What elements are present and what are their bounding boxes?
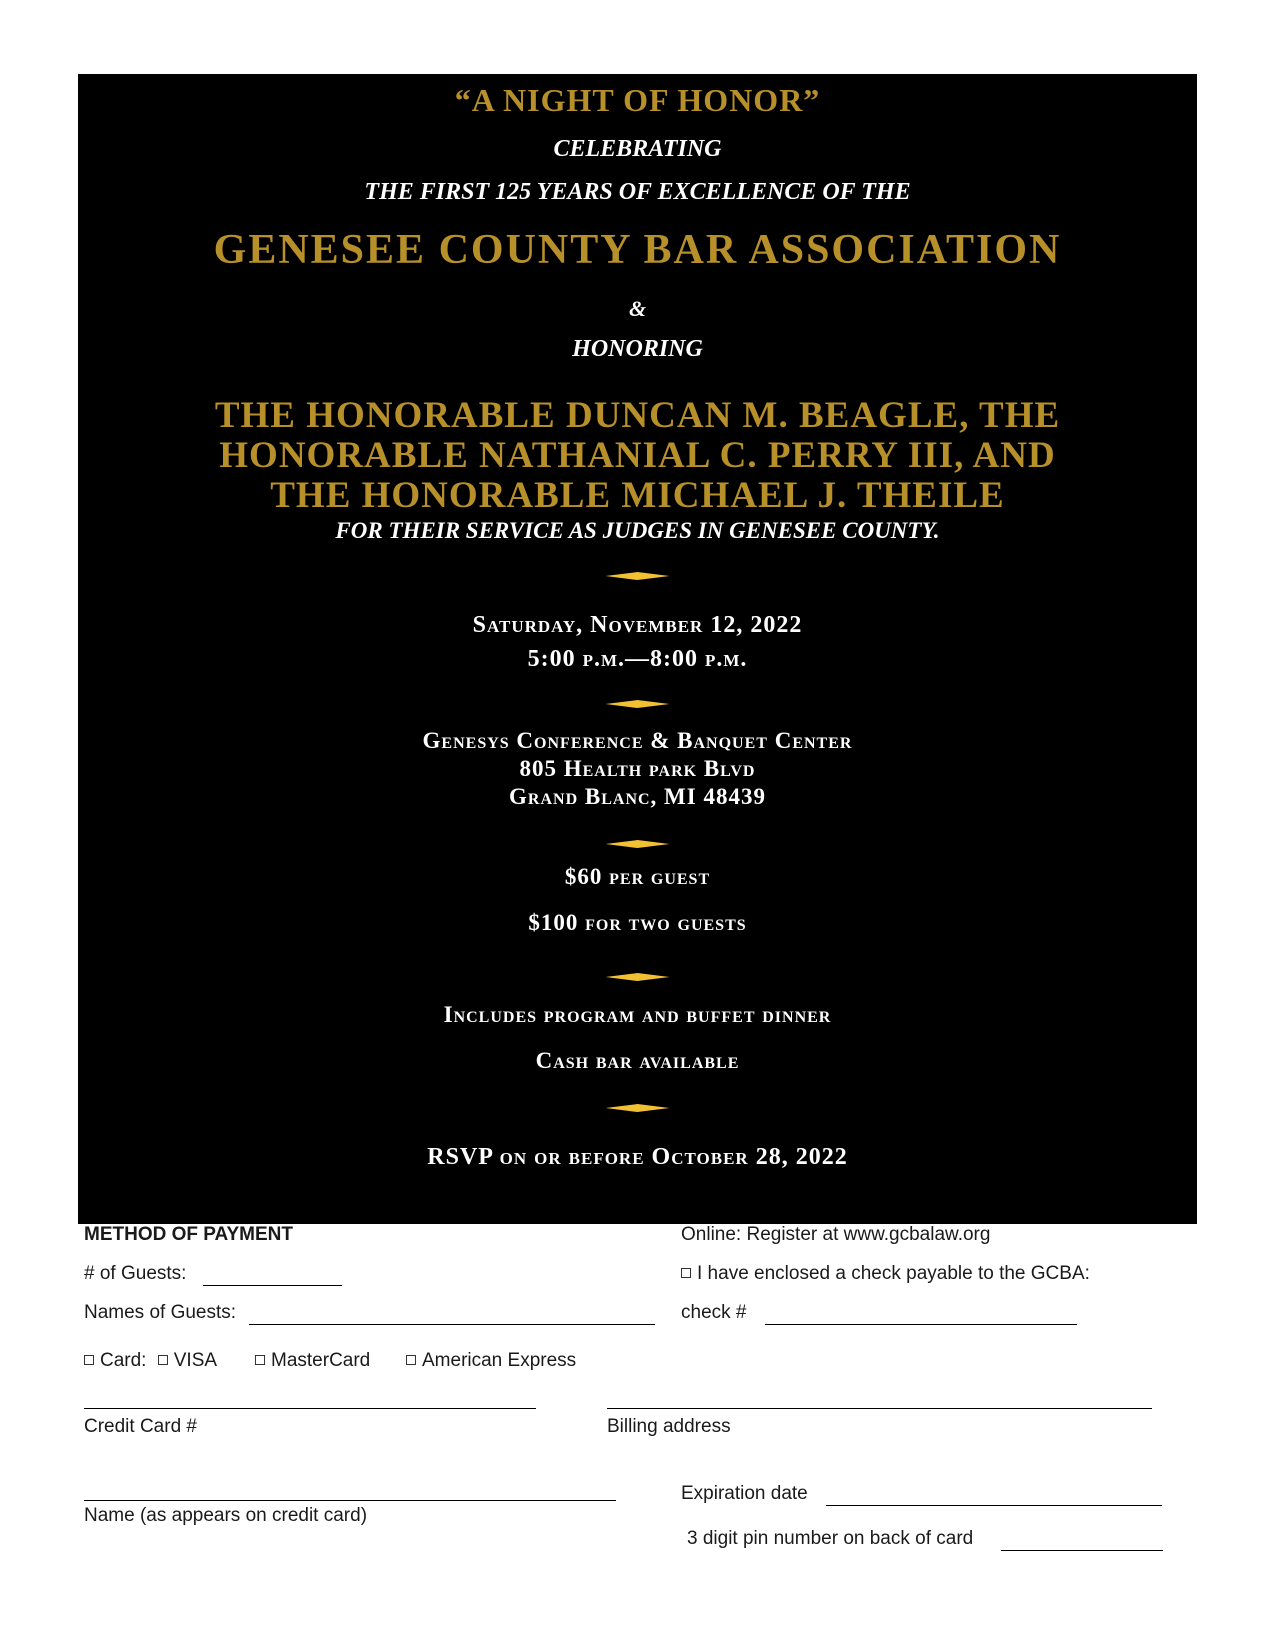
amex-label: American Express xyxy=(422,1350,577,1371)
name-on-card-label: Name (as appears on credit card) xyxy=(84,1505,368,1526)
check-checkbox[interactable] xyxy=(681,1268,691,1278)
credit-card-label: Credit Card # xyxy=(84,1416,197,1437)
check-number-field[interactable] xyxy=(765,1324,1077,1325)
honoree-line-2: HONORABLE NATHANIAL C. PERRY III, AND xyxy=(219,435,1056,476)
divider-diamond xyxy=(606,840,670,848)
venue-address: 805 Health park Blvd xyxy=(519,756,756,781)
visa-label: VISA xyxy=(173,1350,218,1371)
credit-card-field[interactable] xyxy=(84,1408,536,1409)
cash-bar-text: Cash bar available xyxy=(535,1048,740,1073)
association-name: GENESEE COUNTY BAR ASSOCIATION xyxy=(213,227,1062,273)
venue-city: Grand Blanc, MI 48439 xyxy=(509,784,766,809)
rsvp-text: RSVP on or before October 28, 2022 xyxy=(427,1144,848,1170)
name-on-card-field[interactable] xyxy=(84,1500,616,1501)
check-enclosed-option xyxy=(681,1263,1090,1285)
celebrating-text: CELEBRATING xyxy=(553,136,722,162)
mastercard-option xyxy=(255,1350,370,1372)
amex-option xyxy=(406,1350,576,1372)
card-checkbox[interactable] xyxy=(84,1355,94,1365)
price-single: $60 per guest xyxy=(564,864,711,889)
honoring-text: HONORING xyxy=(572,336,703,362)
billing-address-label: Billing address xyxy=(607,1416,731,1437)
honoree-line-1: THE HONORABLE DUNCAN M. BEAGLE, THE xyxy=(214,395,1061,436)
pin-field[interactable] xyxy=(1001,1550,1163,1551)
amex-checkbox[interactable] xyxy=(406,1355,416,1365)
card-options xyxy=(84,1350,217,1372)
service-text: FOR THEIR SERVICE AS JUDGES IN GENESEE COUNTY. xyxy=(335,518,940,543)
names-field[interactable] xyxy=(249,1324,655,1325)
venue-name: Genesys Conference & Banquet Center xyxy=(422,728,853,753)
event-date: Saturday, November 12, 2022 xyxy=(472,612,803,638)
ampersand-text: & xyxy=(628,296,647,321)
divider-diamond xyxy=(606,700,670,708)
expiration-label: Expiration date xyxy=(681,1483,808,1504)
event-banner xyxy=(78,74,1197,1224)
check-enclosed-label: I have enclosed a check payable to the GCBA: xyxy=(697,1263,1090,1284)
payment-heading: METHOD OF PAYMENT xyxy=(84,1224,294,1245)
pin-label: 3 digit pin number on back of card xyxy=(687,1528,974,1549)
anniversary-text: THE FIRST 125 YEARS OF EXCELLENCE OF THE xyxy=(364,179,911,205)
billing-address-field[interactable] xyxy=(607,1408,1152,1409)
divider-diamond xyxy=(606,1104,670,1112)
online-register-text: Online: Register at www.gcbalaw.org xyxy=(681,1224,991,1245)
expiration-field[interactable] xyxy=(826,1505,1162,1506)
guests-field[interactable] xyxy=(203,1285,342,1286)
event-title: “A NIGHT OF HONOR” xyxy=(454,82,821,118)
includes-text: Includes program and buffet dinner xyxy=(443,1002,832,1027)
card-label: Card: xyxy=(100,1350,147,1371)
names-label: Names of Guests: xyxy=(84,1302,237,1323)
price-double: $100 for two guests xyxy=(528,910,747,935)
guests-label: # of Guests: xyxy=(84,1263,187,1284)
mastercard-label: MasterCard xyxy=(271,1350,371,1371)
honoree-line-3: THE HONORABLE MICHAEL J. THEILE xyxy=(270,475,1005,516)
check-number-label: check # xyxy=(681,1302,747,1323)
event-time: 5:00 p.m.—8:00 p.m. xyxy=(527,646,748,672)
visa-checkbox[interactable] xyxy=(158,1355,168,1365)
mastercard-checkbox[interactable] xyxy=(255,1355,265,1365)
divider-diamond xyxy=(606,973,670,981)
divider-diamond xyxy=(606,572,670,580)
